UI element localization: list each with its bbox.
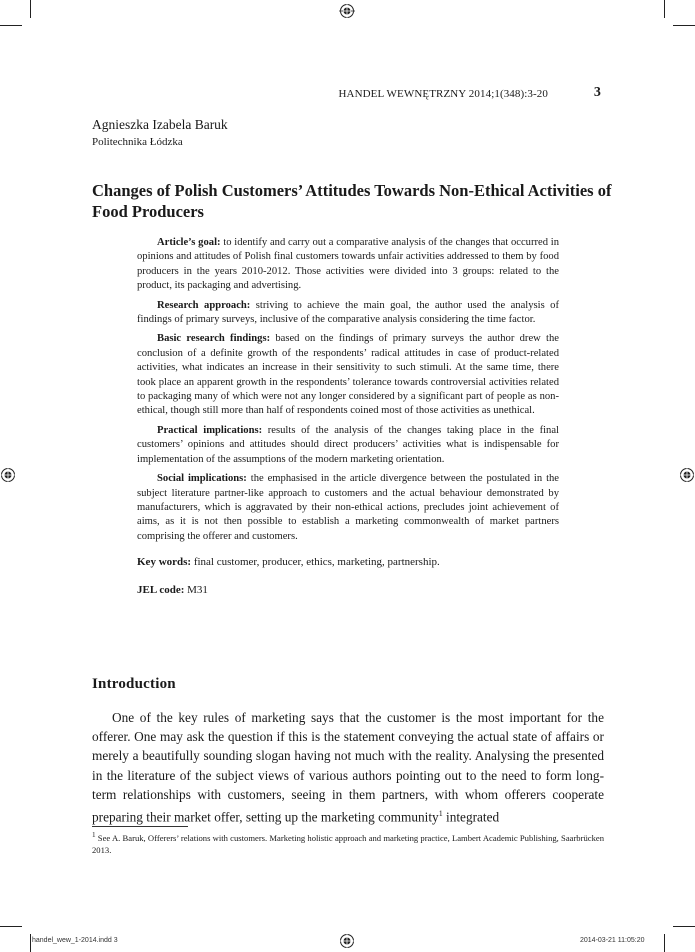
abstract-social-label: Social implications:	[157, 473, 247, 485]
crop-mark-bottom-right-v	[664, 934, 665, 952]
abstract-social-text: the emphasised in the article divergence between the postulated in the subject literature partner-like approach to customers and the actual behaviour demonstrated by manufacturers, which is aggravated by their non-ethical actions, precludes joint achievement of aims, as it is not then possible to establish a marketing commonwealth of market partners comprising the offerer and customers.	[137, 473, 560, 542]
section-heading-introduction: Introduction	[92, 676, 176, 692]
footnote-text: See A. Baruk, Offerers’ relations with customers. Marketing holistic approach and marketing practice, Lambert Academic Publishing, Saarbrücken 2013.	[92, 832, 604, 855]
abstract-approach-label: Research approach:	[157, 299, 251, 311]
jel-code-label: JEL code:	[137, 583, 185, 596]
abstract-goal-label: Article’s goal:	[157, 237, 221, 248]
introduction-paragraph-text: One of the key rules of marketing says that the customer is the most important for the offerer. One may ask the question if this is the statement conveying the actual state of affairs or merely a beautifully sounding slogan having not much with the reality. Analysing the presented in the literature of the subject views of various authors pointing out to the need to form long-term relationships with customers, seeing in them partners, with whom offerers cooperate preparing their market offer, setting up the marketing community	[92, 710, 604, 825]
abstract-findings	[137, 332, 559, 418]
footnote-marker: 1	[92, 831, 96, 839]
abstract-goal	[137, 236, 559, 294]
introduction-paragraph	[92, 708, 604, 827]
registration-mark-bottom-icon	[339, 933, 355, 949]
abstract-findings-text: based on the findings of primary surveys the author drew the conclusion of a definite growth of the respondents’ radical attitudes in case of product-related activities, what indicates an increase in their sensitivity to such stimuli. At the same time, there took place an apparent growth in the respondents’ tolerance towards controversial activities related to packaging many of which were not any longer considered by a significant part of people as non-ethical, though still more than half of respondents coined most of those activities as unethical.	[137, 333, 559, 417]
keywords-label: Key words:	[137, 556, 192, 569]
author-name: Agnieszka Izabela Baruk	[92, 117, 228, 132]
keywords	[137, 555, 559, 569]
introduction-paragraph-end: integrated	[442, 809, 500, 825]
registration-mark-left-icon	[0, 467, 16, 483]
footnote-rule	[92, 826, 188, 827]
crop-mark-bottom-left	[0, 926, 22, 927]
footnote-reference[interactable]: 1	[438, 809, 443, 819]
crop-mark-top-left	[0, 25, 22, 26]
crop-mark-top-right	[673, 25, 695, 26]
registration-mark-top-icon	[339, 3, 355, 19]
abstract-approach-text: striving to achieve the main goal, the author used the analysis of findings of primary surveys, inclusive of the comparative analysis considering the time factor.	[137, 299, 559, 326]
abstract-goal-text: to identify and carry out a comparative analysis of the changes that occurred in opinions and attitudes of Polish final customers towards unfair activities addressed to them by food producers in the years 2010-2012. Those activities were divided into 3 groups: related to the product, its packaging and advertising.	[137, 237, 559, 292]
crop-mark-bottom-right	[673, 926, 695, 927]
slug-timestamp: 2014-03-21 11:05:20	[580, 937, 645, 944]
registration-mark-right-icon	[679, 467, 695, 483]
abstract-practical-label: Practical implications:	[157, 424, 263, 436]
abstract-social	[137, 472, 559, 544]
jel-code-text: M31	[184, 583, 208, 596]
abstract-practical	[137, 424, 559, 467]
slug-filename: handel_wew_1-2014.indd 3	[32, 937, 118, 944]
journal-citation: HANDEL WEWNĘTRZNY 2014;1(348):3-20	[338, 88, 548, 100]
article-title: Changes of Polish Customers’ Attitudes Towards Non-Ethical Activities of Food Producers	[92, 181, 612, 221]
crop-mark-bottom-left-v	[30, 934, 31, 952]
footnote	[92, 829, 604, 856]
crop-mark-top-left-v	[30, 0, 31, 18]
crop-mark-top-right-v	[664, 0, 665, 18]
abstract-findings-label: Basic research findings:	[157, 333, 271, 345]
author-affiliation: Politechnika Łódzka	[92, 136, 183, 148]
abstract-practical-text: results of the analysis of the changes taking place in the final customers’ opinions and attitudes should direct producers’ activities what is indispensable for implementation of the assumptions of the modern marketing orientation.	[137, 424, 559, 465]
abstract-approach	[137, 299, 559, 328]
keywords-text: final customer, producer, ethics, marketing, partnership.	[191, 556, 440, 569]
abstract	[137, 236, 559, 602]
introduction-body	[92, 708, 604, 827]
jel-code	[137, 583, 559, 597]
page-number: 3	[593, 85, 601, 100]
